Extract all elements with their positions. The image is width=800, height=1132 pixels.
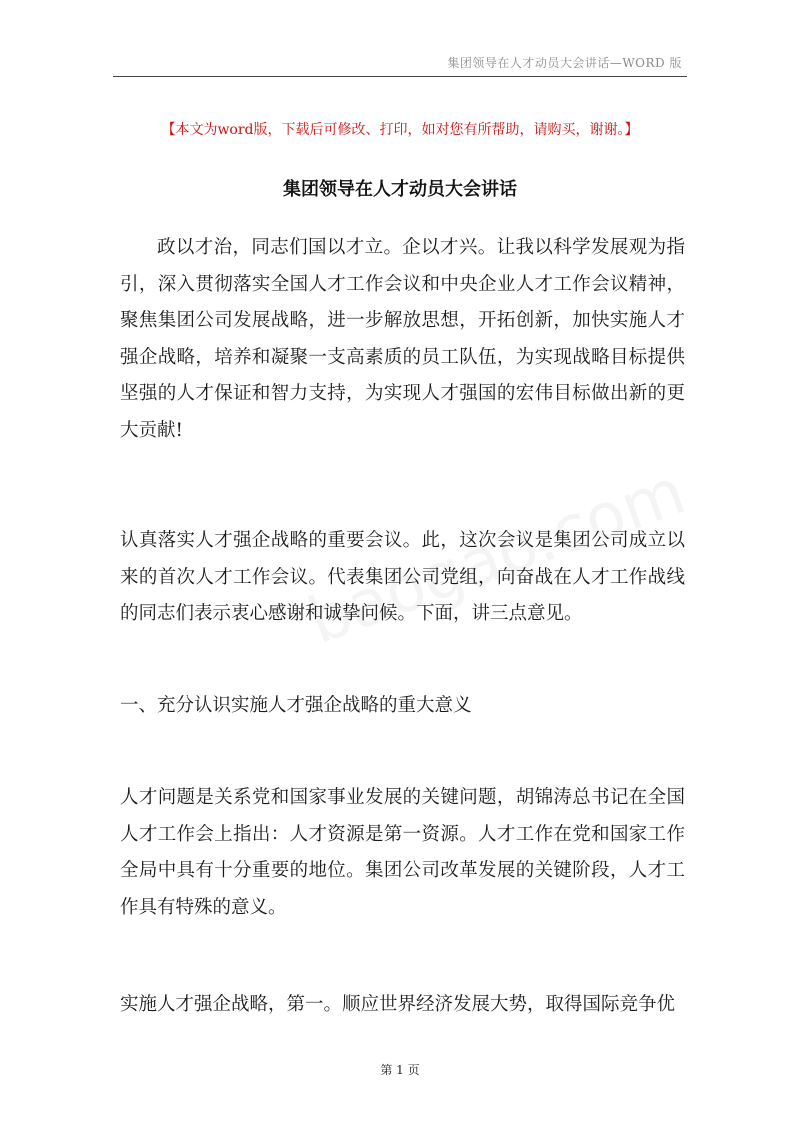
header-divider [113,76,687,77]
page-number: 第 1 页 [380,1063,420,1077]
paragraph-meeting: 认真落实人才强企战略的重要会议。此，这次会议是集团公司成立以来的首次人才工作会议。代表集团公司党组，向奋战在人才工作战线的同志们表示衷心感谢和诚挚问候。下面，讲三点意见。 [120,530,685,624]
running-header: 集团领导在人才动员大会讲话—WORD 版 [447,56,682,70]
download-notice: 【本文为word版，下载后可修改、打印，如对您有所帮助，请购买，谢谢。】 [161,122,639,138]
paragraph-talent-issue: 人才问题是关系党和国家事业发展的关键问题，胡锦涛总书记在全国人才工作会上指出：人才资源是第一资源。人才工作在党和国家工作全局中具有十分重要的地位。集团公司改革发展的关键阶段，人才工作具有特殊的意义。 [120,787,685,918]
document-title: 集团领导在人才动员大会讲话 [283,179,517,200]
paragraph-strategy-first: 实施人才强企战略，第一。顺应世界经济发展大势，取得国际竞争优 [120,994,676,1015]
section-heading-1: 一、充分认识实施人才强企战略的重大意义 [120,695,472,716]
paragraph-intro: 政以才治，同志们国以才立。企以才兴。让我以科学发展观为指引，深入贯彻落实全国人才工作会议和中央企业人才工作会议精神，聚焦集团公司发展战略，进一步解放思想，开拓创新，加快实施人才强企战略，培养和凝聚一支高素质的员工队伍，为实现战略目标提供坚强的人才保证和智力支持，为实现人才强国的宏伟目标做出新的更大贡献! [120,237,685,441]
